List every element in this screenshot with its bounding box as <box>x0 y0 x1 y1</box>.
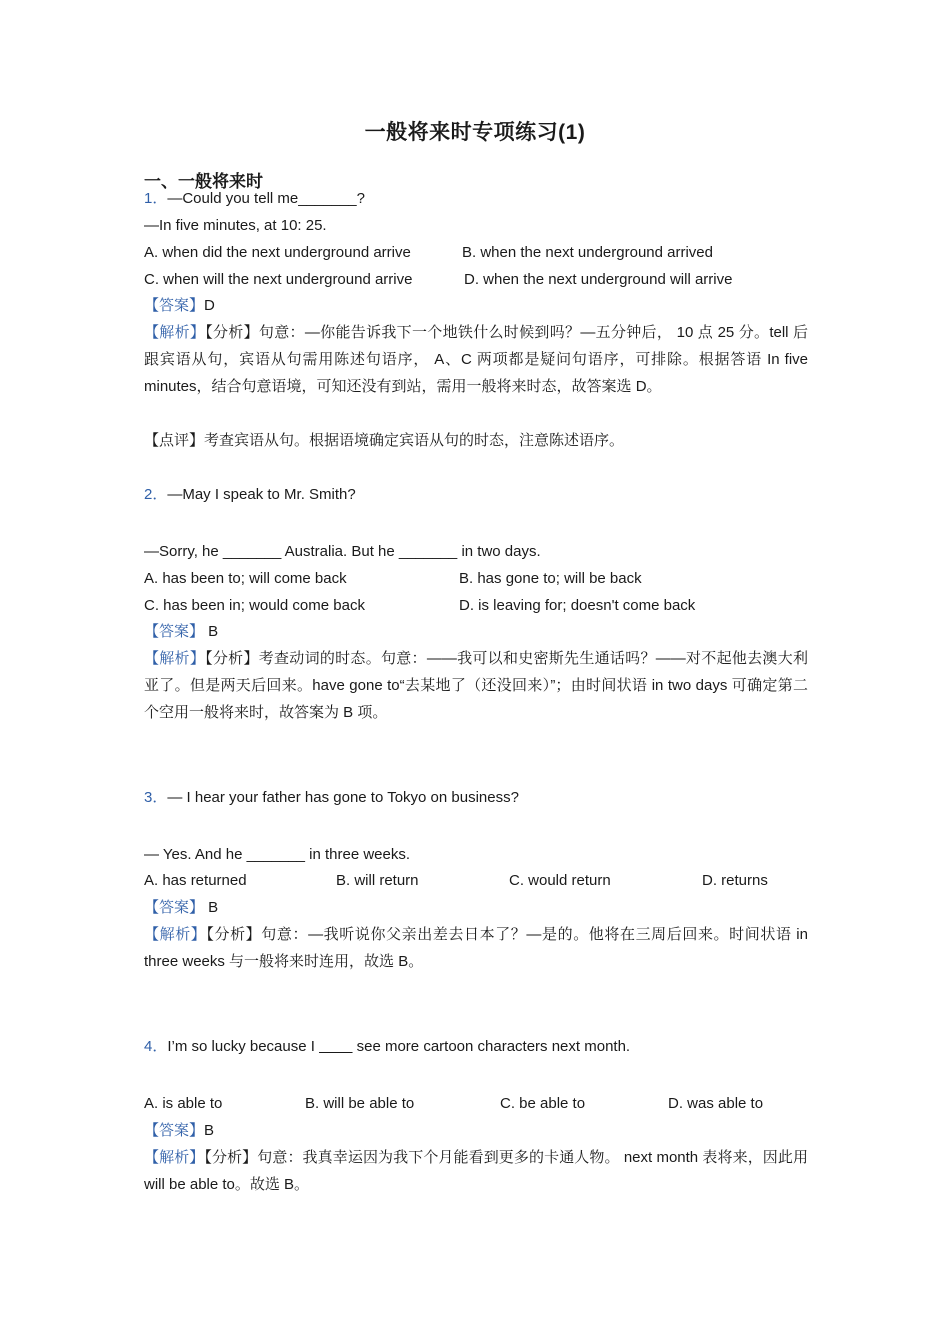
option-b: B. will return <box>336 872 419 889</box>
question-4-answer <box>144 1121 214 1141</box>
option-b: B. has gone to; will be back <box>459 570 642 587</box>
option-c: C. would return <box>509 872 611 889</box>
question-3-answer <box>144 898 218 918</box>
option-a: A. has been to; will come back <box>144 570 347 587</box>
answer-tag: 【答案】 <box>144 1122 205 1139</box>
answer-value: B <box>204 1122 215 1139</box>
answer-value: B <box>204 623 219 640</box>
option-a: A. is able to <box>144 1095 223 1112</box>
option-a: A. when did the next underground arrive <box>144 244 411 261</box>
analysis-tag: 【解析】 <box>144 650 206 667</box>
question-4-analysis <box>144 1144 808 1198</box>
analysis-text: 【分析】句意：—你能告诉我下一个地铁什么时候到吗？—五分钟后， 10 点 25 分。tell 后跟宾语从句，宾语从句需用陈述句语序， A、C 两项都是疑问句语序，可排除。根据答语 In five minutes，结合句意语境，可知还没有到站，需用一般将来时态，故答案选 D。 <box>144 324 808 395</box>
answer-tag: 【答案】 <box>144 899 205 916</box>
question-text: —May I speak to Mr. Smith? <box>167 486 356 503</box>
question-2-reply: —Sorry, he _______ Australia. But he _______ in two days. <box>144 543 541 560</box>
analysis-tag: 【解析】 <box>144 926 207 943</box>
question-2-answer <box>144 622 218 642</box>
question-number: 4． <box>144 1038 168 1055</box>
answer-blank: ____ <box>319 1038 353 1055</box>
option-a: A. has returned <box>144 872 247 889</box>
answer-tag: 【答案】 <box>144 297 205 314</box>
question-1-comment: 【点评】考查宾语从句。根据语境确定宾语从句的时态，注意陈述语序。 <box>144 432 625 449</box>
option-d: D. was able to <box>668 1095 764 1112</box>
option-b: B. will be able to <box>305 1095 415 1112</box>
question-1-stem <box>144 189 365 209</box>
question-3-reply: — Yes. And he _______ in three weeks. <box>144 846 411 863</box>
analysis-tag: 【解析】 <box>144 324 206 341</box>
page-title: 一般将来时专项练习(1) <box>364 121 586 144</box>
answer-value: D <box>204 297 215 314</box>
analysis-text: 【分析】考查动词的时态。句意：——我可以和史密斯先生通话吗？——对不起他去澳大利亚了。但是两天后回来。have gone to“去某地了（还没回来）”；由时间状语 in two days 可确定第二个空用一般将来时，故答案为 B 项。 <box>144 650 808 721</box>
section-heading: 一、一般将来时 <box>144 172 263 191</box>
question-3-stem <box>144 788 519 808</box>
answer-value: B <box>204 899 219 916</box>
question-1-analysis <box>144 319 808 400</box>
analysis-text: 【分析】句意：—我听说你父亲出差去日本了？—是的。他将在三周后回来。时间状语 in three weeks 与一般将来时连用，故选 B。 <box>144 926 808 970</box>
option-c: C. has been in; would come back <box>144 597 365 614</box>
question-number: 3． <box>144 789 168 806</box>
option-d: D. when the next underground will arrive <box>464 271 733 288</box>
question-number: 1． <box>144 190 168 207</box>
question-text: I’m so lucky because I <box>167 1038 320 1055</box>
question-2-stem <box>144 485 356 505</box>
option-c: C. when will the next underground arrive <box>144 271 413 288</box>
option-b: B. when the next underground arrived <box>462 244 713 261</box>
question-4-stem <box>144 1037 630 1057</box>
question-text: —Could you tell me_______? <box>167 190 365 207</box>
analysis-tag: 【解析】 <box>144 1149 205 1166</box>
question-3-analysis <box>144 921 808 975</box>
analysis-text: 【分析】句意：我真幸运因为我下个月能看到更多的卡通人物。 next month 表将来，因此用 will be able to。故选 B。 <box>144 1149 808 1193</box>
question-1-reply: —In five minutes, at 10: 25. <box>144 217 327 234</box>
option-d: D. is leaving for; doesn't come back <box>459 597 696 614</box>
option-c: C. be able to <box>500 1095 586 1112</box>
question-text: — I hear your father has gone to Tokyo on business? <box>167 789 519 806</box>
question-2-analysis <box>144 645 808 726</box>
question-number: 2． <box>144 486 168 503</box>
answer-tag: 【答案】 <box>144 623 205 640</box>
question-text-end: see more cartoon characters next month. <box>352 1038 631 1055</box>
question-1-answer <box>144 296 215 316</box>
option-d: D. returns <box>702 872 768 889</box>
